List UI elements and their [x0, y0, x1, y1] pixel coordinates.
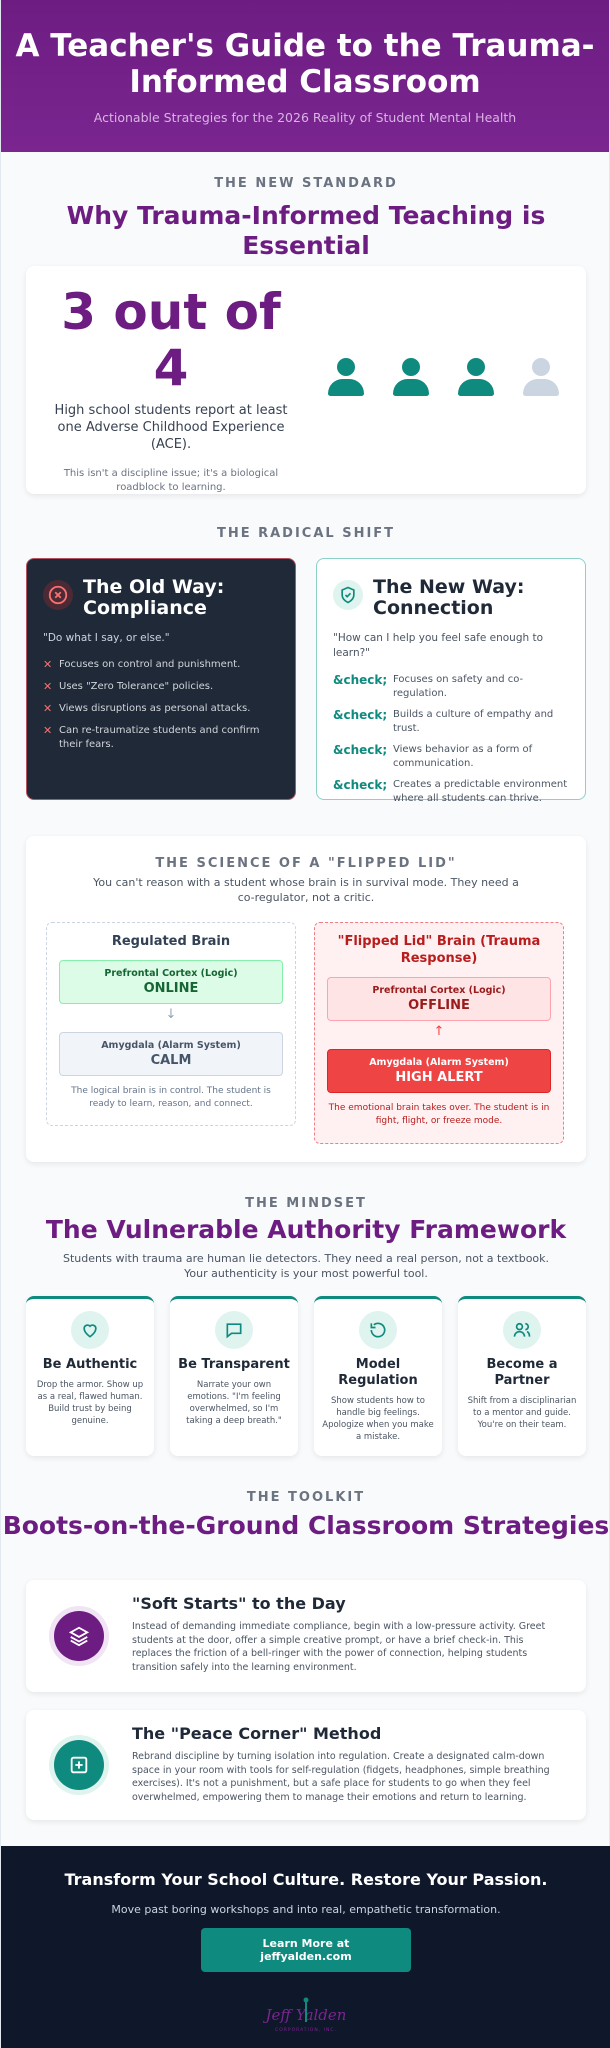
strategy-text: Rebrand discipline by turning isolation into regulation. Create a designated calm-down space in your room with tools for self-regulation (fidgets, headphones, simple breathing exercises). It's not a punishment, but a safe place for students to go when they feel overwhelmed, empowering them to manage their emotions and return to learning. [132, 1751, 550, 1803]
old-way-list [43, 658, 279, 752]
strategy-title: "Soft Starts" to the Day [132, 1594, 346, 1613]
regulated-brain-panel [46, 922, 296, 1126]
section-eyebrow: THE NEW STANDARD [214, 176, 398, 191]
stat-card [26, 266, 586, 494]
check-icon: &check; [333, 743, 388, 757]
old-way-quote: "Do what I say, or else." [43, 632, 170, 644]
mindset-subtitle: Students with trauma are human lie detectors. They need a real person, not a textbook. Your authenticity is your most powerful tool. [62, 1252, 550, 1280]
x-icon: ✕ [43, 680, 53, 693]
section-title: Boots-on-the-Ground Classroom Strategies [2, 1511, 610, 1540]
arrow-up-icon: ↑ [433, 1024, 445, 1039]
list-item: ✕ Can re-traumatize students and confirm their fears. [43, 724, 260, 750]
person-icon [521, 358, 561, 398]
stat-description: High school students report at least one Adverse Childhood Experience (ACE). [54, 403, 288, 452]
stat-note: This isn't a discipline issue; it's a biological roadblock to learning. [63, 468, 279, 493]
strategy-card [26, 1710, 586, 1820]
heart-icon [71, 1311, 109, 1349]
section-mindset [1, 1196, 610, 1442]
pillar-card: Model Regulation Show students how to handle big feelings. Apologize when you make a mistake. [314, 1296, 442, 1456]
list-item: ✕ Uses "Zero Tolerance" policies. [43, 680, 214, 693]
list-item: &check; Focuses on safety and co-regulation. [333, 673, 524, 699]
learn-more-button[interactable]: Learn More at jeffyalden.com [201, 1928, 411, 1972]
new-way-quote: "How can I help you feel safe enough to learn?" [333, 632, 544, 659]
strategy-card [26, 1580, 586, 1692]
person-icon [391, 358, 431, 398]
section-title: The Vulnerable Authority Framework [45, 1215, 567, 1244]
list-item: &check; Views behavior as a form of communication. [333, 743, 533, 769]
section-eyebrow: THE MINDSET [245, 1196, 367, 1211]
pillar-card: Be Authentic Drop the armor. Show up as a real, flawed human. Build trust by being genuine. [26, 1296, 154, 1456]
science-subtitle: You can't reason with a student whose brain is in survival mode. They need a co-regulator, not a critic. [93, 876, 519, 904]
science-card [26, 836, 586, 1162]
regulated-brain-note: The logical brain is in control. The student is ready to learn, reason, and connect. [71, 1086, 271, 1109]
list-item: ✕ Focuses on control and punishment. [43, 658, 241, 671]
stat-value: 3 out of 4 [61, 283, 281, 397]
plus-square-icon [54, 1740, 104, 1790]
chat-icon [215, 1311, 253, 1349]
people-graphic [326, 358, 561, 398]
footer [1, 1846, 610, 2048]
list-item: &check; Creates a predictable environment where all students can thrive. [333, 778, 568, 804]
list-item: ✕ Views disruptions as personal attacks. [43, 702, 251, 715]
section-new-standard [1, 176, 610, 493]
check-icon: &check; [333, 673, 388, 687]
x-icon: ✕ [43, 658, 53, 671]
layers-icon [54, 1611, 104, 1661]
users-icon [503, 1311, 541, 1349]
flipped-brain-title: "Flipped Lid" Brain (Trauma Response) [337, 934, 541, 966]
prefrontal-online-box: Prefrontal Cortex (Logic) ONLINE [59, 960, 283, 1004]
strategy-title: The "Peace Corner" Method [132, 1724, 382, 1743]
hero-header [1, 0, 609, 152]
x-icon: ✕ [43, 724, 53, 737]
flipped-brain-note: The emotional brain takes over. The student is in fight, flight, or freeze mode. [328, 1103, 550, 1126]
check-icon: &check; [333, 778, 388, 792]
pillar-card: Be Transparent Narrate your own emotions. "I'm feeling overwhelmed, so I'm taking a deep breath." [170, 1296, 298, 1456]
x-circle-icon [43, 580, 73, 610]
section-title: Why Trauma-Informed Teaching is Essential [66, 201, 546, 260]
flipped-brain-panel [314, 922, 564, 1144]
person-icon [456, 358, 496, 398]
list-item: &check; Builds a culture of empathy and trust. [333, 708, 554, 734]
regulated-brain-title: Regulated Brain [111, 934, 231, 949]
section-toolkit [1, 1490, 610, 1803]
arrow-down-icon: ↓ [165, 1007, 177, 1022]
pillar-card: Become a Partner Shift from a disciplinarian to a mentor and guide. You're on their team. [458, 1296, 586, 1456]
new-way-title: The New Way: Connection [373, 576, 525, 619]
section-eyebrow: THE TOOLKIT [246, 1490, 366, 1505]
stat-block [46, 284, 296, 495]
page-title: A Teacher's Guide to the Trauma-Informed Classroom [15, 28, 595, 100]
svg-text:Jeff Yalden: Jeff Yalden [265, 2006, 347, 2024]
person-icon [326, 358, 366, 398]
amygdala-alert-box: Amygdala (Alarm System) HIGH ALERT [327, 1049, 551, 1093]
page-subtitle: Actionable Strategies for the 2026 Reality of Student Mental Health [93, 110, 517, 125]
new-way-card [316, 558, 586, 804]
footer-subtitle: Move past boring workshops and into real, empathetic transformation. [111, 1903, 501, 1916]
prefrontal-offline-box: Prefrontal Cortex (Logic) OFFLINE [327, 977, 551, 1021]
amygdala-calm-box: Amygdala (Alarm System) CALM [59, 1032, 283, 1076]
x-icon: ✕ [43, 702, 53, 715]
shield-check-icon [333, 580, 363, 610]
jeff-yalden-logo [256, 1996, 356, 2036]
check-icon: &check; [333, 708, 388, 722]
pillar-row [26, 1296, 586, 1456]
strategy-text: Instead of demanding immediate compliance, begin with a low-pressure activity. Greet students at the door, offer a simple creative prompt, or have a brief check-in. This replaces the friction of a bell-ringer with the power of connection, helping students transition safely into the learning environment. [132, 1621, 546, 1673]
section-eyebrow: THE RADICAL SHIFT [216, 526, 396, 541]
svg-text:CORPORATION, INC.: CORPORATION, INC. [275, 2028, 337, 2033]
footer-title: Transform Your School Culture. Restore Your Passion. [64, 1870, 548, 1889]
section-radical-shift [1, 526, 610, 804]
old-way-card [26, 558, 296, 800]
refresh-icon [359, 1311, 397, 1349]
new-way-list [333, 673, 569, 806]
old-way-title: The Old Way: Compliance [83, 576, 225, 619]
section-eyebrow: THE SCIENCE OF A "FLIPPED LID" [155, 856, 457, 871]
